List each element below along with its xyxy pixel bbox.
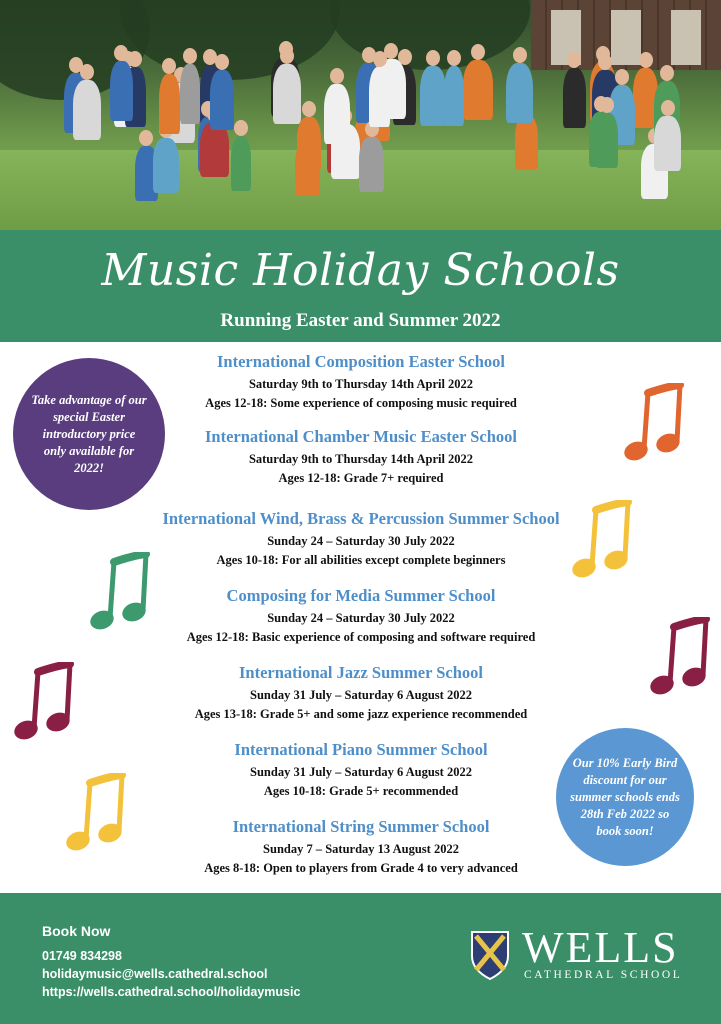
school-ages: Ages 12-18: Grade 7+ required <box>278 471 444 485</box>
phone-number[interactable]: 01749 834298 <box>42 949 122 963</box>
school-ages: Ages 12-18: Some experience of composing music required <box>205 396 517 410</box>
school-name: International Jazz Summer School <box>239 663 483 682</box>
school-name: Composing for Media Summer School <box>226 586 496 605</box>
schools-list <box>120 352 602 878</box>
school-item <box>120 352 602 413</box>
book-now-heading: Book Now <box>42 923 111 939</box>
school-ages: Ages 10-18: Grade 5+ recommended <box>263 784 459 798</box>
green-music-note-icon <box>88 552 152 634</box>
school-dates: Saturday 9th to Thursday 14th April 2022 <box>248 377 474 391</box>
school-name: International Chamber Music Easter School <box>205 427 517 446</box>
school-name: International Wind, Brass & Percussion Summer School <box>162 509 560 528</box>
wells-logo <box>470 923 690 990</box>
page-subtitle: Running Easter and Summer 2022 <box>220 310 501 331</box>
email-link[interactable]: holidaymusic@wells.cathedral.school <box>42 967 268 981</box>
school-item <box>120 663 602 724</box>
logo-tagline: CATHEDRAL SCHOOL <box>524 969 683 981</box>
school-ages: Ages 13-18: Grade 5+ and some jazz experience recommended <box>194 707 528 721</box>
school-ages: Ages 12-18: Basic experience of composing and software required <box>186 630 536 644</box>
school-dates: Sunday 24 – Saturday 30 July 2022 <box>267 534 455 548</box>
school-dates: Sunday 7 – Saturday 13 August 2022 <box>263 842 459 856</box>
school-dates: Saturday 9th to Thursday 14th April 2022 <box>248 452 474 466</box>
school-item <box>120 427 602 488</box>
school-item <box>120 586 602 647</box>
website-link[interactable]: https://wells.cathedral.school/holidaymusic <box>42 985 301 999</box>
school-item <box>120 509 602 570</box>
early-bird-text: Our 10% Early Bird discount for our summer schools ends 28th Feb 2022 so book soon! <box>570 755 680 838</box>
school-dates: Sunday 31 July – Saturday 6 August 2022 <box>250 765 472 779</box>
logo-wordmark: WELLS <box>522 923 679 972</box>
school-name: International Composition Easter School <box>216 352 505 371</box>
school-dates: Sunday 24 – Saturday 30 July 2022 <box>267 611 455 625</box>
maroon-music-note-icon <box>12 662 76 744</box>
yellow-music-note-icon <box>570 500 634 582</box>
maroon-music-note-icon <box>648 617 712 699</box>
school-ages: Ages 8-18: Open to players from Grade 4 to very advanced <box>204 861 518 875</box>
group-photo <box>0 0 721 230</box>
footer <box>0 893 721 1024</box>
school-name: International Piano Summer School <box>234 740 488 759</box>
school-name: International String Summer School <box>232 817 490 836</box>
header-band <box>0 230 721 342</box>
school-dates: Sunday 31 July – Saturday 6 August 2022 <box>250 688 472 702</box>
school-item <box>120 740 602 801</box>
page-title: Music Holiday Schools <box>101 245 620 296</box>
orange-music-note-icon <box>622 383 686 465</box>
school-item <box>120 817 602 878</box>
school-crest-icon <box>470 930 510 980</box>
yellow-music-note-icon <box>64 773 128 855</box>
easter-promo-text: Take advantage of our special Easter introductory price only available for 2022! <box>31 392 147 475</box>
school-ages: Ages 10-18: For all abilities except complete beginners <box>216 553 506 567</box>
